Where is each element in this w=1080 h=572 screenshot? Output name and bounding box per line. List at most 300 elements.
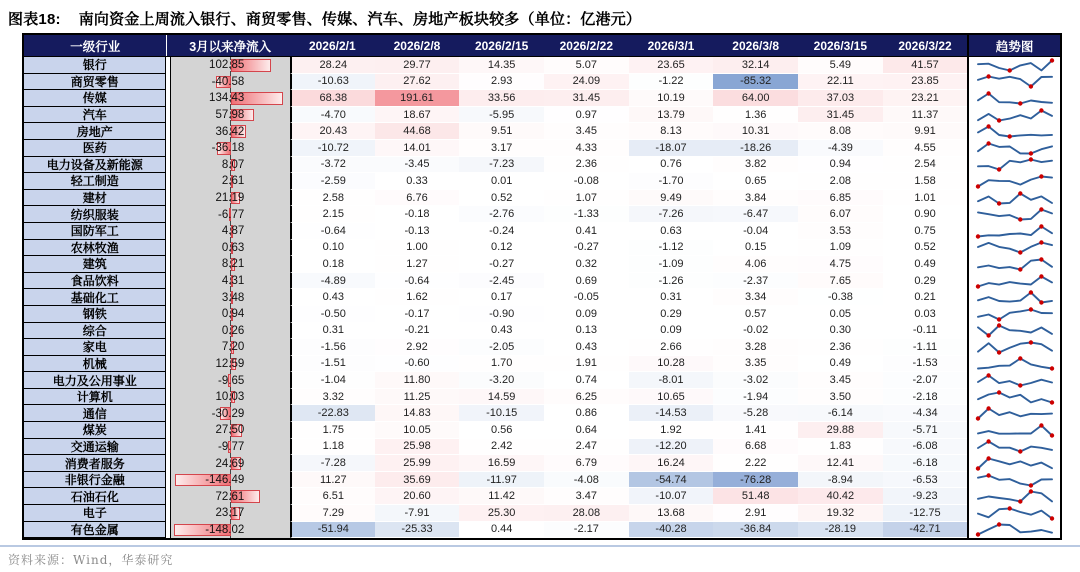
trend-sparkline <box>973 58 1057 73</box>
spark-max-dot <box>986 456 990 460</box>
table-header-row <box>24 35 1060 57</box>
weekly-flow-cell: -0.05 <box>544 289 629 306</box>
weekly-flow-cell: 0.41 <box>544 223 629 240</box>
netflow-value <box>171 289 290 306</box>
weekly-flow-cell: 6.25 <box>544 389 629 406</box>
header-week: 2026/3/1 <box>647 38 695 53</box>
netflow-int: 10. <box>215 391 232 404</box>
weekly-flow-cell: 23.21 <box>883 90 968 107</box>
weekly-flow-cell: 0.97 <box>544 107 629 124</box>
netflow-value <box>171 107 290 124</box>
netflow-bar-cell <box>170 123 290 140</box>
spark-max-dot <box>986 407 990 411</box>
weekly-flow-cell: 1.62 <box>375 289 460 306</box>
weekly-flow-cell: -1.12 <box>629 240 714 257</box>
netflow-frac: 07 <box>231 158 245 171</box>
weekly-flow-cell: 28.24 <box>290 57 375 74</box>
trend-sparkline <box>973 406 1057 421</box>
weekly-flow-cell: 0.33 <box>375 173 460 190</box>
table-row <box>24 306 1060 323</box>
trend-sparkline <box>973 373 1057 388</box>
spark-max-dot <box>1039 423 1043 427</box>
weekly-flow-cell: 2.93 <box>459 74 544 91</box>
trend-cell <box>967 140 1060 157</box>
spark-max-dot <box>1018 191 1022 195</box>
trend-sparkline <box>973 307 1057 322</box>
netflow-bar-cell <box>170 256 290 273</box>
industry-cell: 农林牧渔 <box>24 240 166 257</box>
netflow-value <box>171 57 290 74</box>
weekly-flow-cell: 2.58 <box>290 190 375 207</box>
weekly-flow-cell: 11.80 <box>375 372 460 389</box>
trend-cell <box>967 306 1060 323</box>
weekly-flow-cell: 0.86 <box>544 405 629 422</box>
weekly-flow-cell: -22.83 <box>290 405 375 422</box>
netflow-frac: 48 <box>231 291 245 304</box>
weekly-flow-cell: 1.00 <box>375 240 460 257</box>
weekly-flow-cell: 11.27 <box>290 472 375 489</box>
spark-max-dot <box>986 373 990 377</box>
weekly-flow-cell: 22.11 <box>798 74 883 91</box>
spark-max-dot <box>1028 158 1032 162</box>
industry-cell: 医药 <box>24 140 166 157</box>
netflow-bar-cell <box>170 57 290 74</box>
netflow-frac: 19 <box>231 192 245 205</box>
industry-cell: 机械 <box>24 356 166 373</box>
netflow-value <box>171 422 290 439</box>
spark-max-dot <box>1028 490 1032 494</box>
netflow-int: 7. <box>221 341 232 354</box>
weekly-flow-cell: -51.94 <box>290 522 375 539</box>
weekly-flow-cell: 1.41 <box>713 422 798 439</box>
weekly-flow-cell: 0.63 <box>629 223 714 240</box>
weekly-flow-cell: 4.55 <box>883 140 968 157</box>
weekly-flow-cell: -1.22 <box>629 74 714 91</box>
netflow-frac: 20 <box>231 341 245 354</box>
netflow-bar-cell <box>170 289 290 306</box>
weekly-flow-cell: -10.15 <box>459 405 544 422</box>
spark-min-dot <box>986 334 990 338</box>
table-row <box>24 356 1060 373</box>
netflow-int: 21. <box>215 192 232 205</box>
weekly-flow-cell: 0.29 <box>629 306 714 323</box>
weekly-flow-cell: 18.67 <box>375 107 460 124</box>
industry-cell: 交通运输 <box>24 439 166 456</box>
weekly-flow-cell: -5.71 <box>883 422 968 439</box>
netflow-frac: 26 <box>231 324 245 337</box>
weekly-flow-cell: -6.14 <box>798 405 883 422</box>
weekly-flow-cell: 1.09 <box>798 240 883 257</box>
header-week: 2026/3/22 <box>898 38 952 53</box>
weekly-flow-cell: 4.75 <box>798 256 883 273</box>
netflow-frac: 59 <box>231 357 245 370</box>
weekly-flow-cell: -6.53 <box>883 472 968 489</box>
table-row <box>24 472 1060 489</box>
trend-sparkline <box>973 108 1057 123</box>
industry-cell: 电力设备及新能源 <box>24 157 166 174</box>
spark-max-dot <box>1018 357 1022 361</box>
trend-cell <box>967 289 1060 306</box>
trend-cell <box>967 439 1060 456</box>
trend-sparkline <box>973 456 1057 471</box>
industry-cell: 房地产 <box>24 123 166 140</box>
weekly-flow-cell: -2.07 <box>883 372 968 389</box>
weekly-flow-cell: 2.66 <box>629 339 714 356</box>
weekly-flow-cell: 1.27 <box>375 256 460 273</box>
netflow-bar-cell <box>170 339 290 356</box>
industry-cell: 基础化工 <box>24 289 166 306</box>
weekly-flow-cell: 0.76 <box>629 157 714 174</box>
weekly-flow-cell: 7.65 <box>798 273 883 290</box>
weekly-flow-cell: -28.19 <box>798 522 883 539</box>
trend-cell <box>967 74 1060 91</box>
spark-max-dot <box>1028 290 1032 294</box>
weekly-flow-cell: 0.52 <box>883 240 968 257</box>
weekly-flow-cell: 0.29 <box>883 273 968 290</box>
weekly-flow-cell: 9.49 <box>629 190 714 207</box>
weekly-flow-cell: 1.75 <box>290 422 375 439</box>
weekly-flow-cell: 0.31 <box>290 323 375 340</box>
weekly-flow-cell: 2.36 <box>798 339 883 356</box>
weekly-flow-cell: -2.37 <box>713 273 798 290</box>
netflow-bar-cell <box>170 223 290 240</box>
industry-cell: 汽车 <box>24 107 166 124</box>
weekly-flow-cell: 0.43 <box>290 289 375 306</box>
weekly-flow-cell: 27.62 <box>375 74 460 91</box>
netflow-value <box>171 240 290 257</box>
netflow-frac: 77 <box>231 440 245 453</box>
industry-cell: 消费者服务 <box>24 455 166 472</box>
spark-max-dot <box>997 390 1001 394</box>
weekly-flow-cell: -0.27 <box>544 240 629 257</box>
table-row <box>24 157 1060 174</box>
header-netflow-since-march: 3月以来净流入 <box>189 39 272 54</box>
industry-cell: 计算机 <box>24 389 166 406</box>
spark-min-dot <box>975 417 979 421</box>
weekly-flow-cell: 1.92 <box>629 422 714 439</box>
trend-cell <box>967 157 1060 174</box>
netflow-frac: 43 <box>231 92 245 105</box>
weekly-flow-cell: 1.18 <box>290 439 375 456</box>
weekly-flow-cell: -42.71 <box>883 522 968 539</box>
industry-cell: 电力及公用事业 <box>24 372 166 389</box>
weekly-flow-cell: 6.68 <box>713 439 798 456</box>
weekly-flow-cell: 1.01 <box>883 190 968 207</box>
netflow-value <box>171 223 290 240</box>
figure-title <box>8 8 1072 29</box>
weekly-flow-cell: 4.06 <box>713 256 798 273</box>
weekly-flow-cell: -18.26 <box>713 140 798 157</box>
netflow-frac: 49 <box>231 474 245 487</box>
trend-cell <box>967 472 1060 489</box>
netflow-value <box>171 206 290 223</box>
spark-min-dot <box>997 118 1001 122</box>
weekly-flow-cell: -1.33 <box>544 206 629 223</box>
weekly-flow-cell: 1.91 <box>544 356 629 373</box>
spark-min-dot <box>997 201 1001 205</box>
weekly-flow-cell: -0.02 <box>713 323 798 340</box>
netflow-frac: 77 <box>231 208 245 221</box>
weekly-flow-cell: -3.20 <box>459 372 544 389</box>
trend-sparkline <box>973 473 1057 488</box>
weekly-flow-cell: -6.47 <box>713 206 798 223</box>
weekly-flow-cell: 29.77 <box>375 57 460 74</box>
weekly-flow-cell: 5.07 <box>544 57 629 74</box>
weekly-flow-cell: 0.56 <box>459 422 544 439</box>
spark-max-dot <box>1039 274 1043 278</box>
spark-max-dot <box>1028 340 1032 344</box>
weekly-flow-cell: 13.68 <box>629 505 714 522</box>
weekly-flow-cell: -0.50 <box>290 306 375 323</box>
weekly-flow-cell: 14.59 <box>459 389 544 406</box>
spark-min-dot <box>1039 300 1043 304</box>
weekly-flow-cell: 37.03 <box>798 90 883 107</box>
weekly-flow-cell: 31.45 <box>544 90 629 107</box>
weekly-flow-cell: 191.61 <box>375 90 460 107</box>
weekly-flow-cell: -0.38 <box>798 289 883 306</box>
weekly-flow-cell: -5.95 <box>459 107 544 124</box>
industry-cell: 纺织服装 <box>24 206 166 223</box>
weekly-flow-cell: 0.03 <box>883 306 968 323</box>
weekly-flow-cell: 2.22 <box>713 455 798 472</box>
weekly-flow-cell: 0.52 <box>459 190 544 207</box>
weekly-flow-cell: 6.51 <box>290 488 375 505</box>
weekly-flow-cell: 0.05 <box>798 306 883 323</box>
spark-min-dot <box>975 284 979 288</box>
weekly-flow-cell: 0.17 <box>459 289 544 306</box>
header-industry: 一级行业 <box>70 39 121 54</box>
netflow-int: -40. <box>211 75 232 88</box>
netflow-value <box>171 173 290 190</box>
trend-cell <box>967 256 1060 273</box>
spark-max-dot <box>986 473 990 477</box>
weekly-flow-cell: 12.41 <box>798 455 883 472</box>
weekly-flow-cell: 14.83 <box>375 405 460 422</box>
spark-min-dot <box>975 234 979 238</box>
spark-max-dot <box>1039 224 1043 228</box>
spark-max-dot <box>1039 108 1043 112</box>
netflow-bar-cell <box>170 422 290 439</box>
weekly-flow-cell: 64.00 <box>713 90 798 107</box>
weekly-flow-cell: 23.65 <box>629 57 714 74</box>
trend-sparkline <box>973 141 1057 156</box>
weekly-flow-cell: 44.68 <box>375 123 460 140</box>
spark-max-dot <box>997 523 1001 527</box>
weekly-flow-cell: -0.64 <box>375 273 460 290</box>
weekly-flow-cell: 3.47 <box>544 488 629 505</box>
weekly-flow-cell: -3.02 <box>713 372 798 389</box>
trend-cell <box>967 273 1060 290</box>
table-row <box>24 223 1060 240</box>
spark-min-dot <box>1028 151 1032 155</box>
weekly-flow-cell: -1.04 <box>290 372 375 389</box>
trend-sparkline <box>973 124 1057 139</box>
weekly-flow-cell: -4.89 <box>290 273 375 290</box>
weekly-flow-cell: 2.91 <box>713 505 798 522</box>
weekly-flow-cell: 10.05 <box>375 422 460 439</box>
table-body <box>24 57 1060 538</box>
table-row <box>24 256 1060 273</box>
netflow-value <box>171 439 290 456</box>
netflow-value <box>171 256 290 273</box>
spark-max-dot <box>1049 58 1053 62</box>
weekly-flow-cell: -36.84 <box>713 522 798 539</box>
weekly-flow-cell: -0.24 <box>459 223 544 240</box>
figure-number: 图表18: <box>8 11 61 28</box>
weekly-flow-cell: -4.34 <box>883 405 968 422</box>
netflow-int: 72. <box>215 490 232 503</box>
weekly-flow-cell: 20.43 <box>290 123 375 140</box>
netflow-value <box>171 455 290 472</box>
trend-cell <box>967 455 1060 472</box>
industry-cell: 建筑 <box>24 256 166 273</box>
weekly-flow-cell: 9.91 <box>883 123 968 140</box>
weekly-flow-cell: 0.09 <box>544 306 629 323</box>
trend-sparkline <box>973 290 1057 305</box>
netflow-int: 0. <box>221 308 232 321</box>
weekly-flow-cell: -2.76 <box>459 206 544 223</box>
trend-cell <box>967 57 1060 74</box>
industry-cell: 国防军工 <box>24 223 166 240</box>
industry-cell: 银行 <box>24 57 166 74</box>
weekly-flow-cell: 14.35 <box>459 57 544 74</box>
weekly-flow-cell: -1.26 <box>629 273 714 290</box>
netflow-int: 27. <box>215 424 232 437</box>
weekly-flow-cell: 28.08 <box>544 505 629 522</box>
spark-max-dot <box>997 324 1001 328</box>
weekly-flow-cell: 1.58 <box>883 173 968 190</box>
netflow-frac: 50 <box>231 424 245 437</box>
netflow-int: 12. <box>215 357 232 370</box>
weekly-flow-cell: -2.17 <box>544 522 629 539</box>
netflow-frac: 85 <box>231 59 245 72</box>
table-row <box>24 372 1060 389</box>
trend-cell <box>967 389 1060 406</box>
netflow-int: 4. <box>221 225 232 238</box>
table-row <box>24 173 1060 190</box>
industry-cell: 石油石化 <box>24 488 166 505</box>
spark-max-dot <box>986 141 990 145</box>
industry-cell: 商贸零售 <box>24 74 166 91</box>
netflow-int: 36. <box>215 125 232 138</box>
weekly-flow-cell: 24.09 <box>544 74 629 91</box>
weekly-flow-cell: -40.28 <box>629 522 714 539</box>
netflow-int: 24. <box>215 457 232 470</box>
netflow-int: 0. <box>221 324 232 337</box>
trend-sparkline <box>973 423 1057 438</box>
weekly-flow-cell: -10.07 <box>629 488 714 505</box>
weekly-flow-cell: 16.59 <box>459 455 544 472</box>
spark-min-dot <box>997 317 1001 321</box>
weekly-flow-cell: 8.13 <box>629 123 714 140</box>
header-week: 2026/3/8 <box>732 38 780 53</box>
weekly-flow-cell: 6.85 <box>798 190 883 207</box>
weekly-flow-cell: 0.44 <box>459 522 544 539</box>
spark-min-dot <box>1018 450 1022 454</box>
industry-cell: 建材 <box>24 190 166 207</box>
weekly-flow-cell: -0.64 <box>290 223 375 240</box>
weekly-flow-cell: 1.83 <box>798 439 883 456</box>
netflow-bar-cell <box>170 323 290 340</box>
industry-cell: 轻工制造 <box>24 173 166 190</box>
weekly-flow-cell: 0.94 <box>798 157 883 174</box>
spark-max-dot <box>986 124 990 128</box>
netflow-frac: 98 <box>231 109 245 122</box>
table-row <box>24 57 1060 74</box>
trend-cell <box>967 173 1060 190</box>
weekly-flow-cell: 2.08 <box>798 173 883 190</box>
weekly-flow-cell: 7.29 <box>290 505 375 522</box>
trend-sparkline <box>973 323 1057 338</box>
netflow-frac: 03 <box>231 391 245 404</box>
weekly-flow-cell: 3.34 <box>713 289 798 306</box>
weekly-flow-cell: 2.92 <box>375 339 460 356</box>
weekly-flow-cell: 2.54 <box>883 157 968 174</box>
weekly-flow-cell: 3.45 <box>544 123 629 140</box>
trend-sparkline <box>973 356 1057 371</box>
netflow-int: 8. <box>221 258 232 271</box>
netflow-int: -146. <box>205 474 232 487</box>
spark-min-dot <box>1018 500 1022 504</box>
spark-min-dot <box>1049 367 1053 371</box>
trend-cell <box>967 488 1060 505</box>
netflow-frac: 69 <box>231 457 245 470</box>
weekly-flow-cell: 4.33 <box>544 140 629 157</box>
trend-sparkline <box>973 174 1057 189</box>
header-trend: 趋势图 <box>967 35 1060 56</box>
netflow-int: -30. <box>211 407 232 420</box>
figure-title-text: 南向资金上周流入银行、商贸零售、传媒、汽车、房地产板块较多（单位：亿港元） <box>78 11 642 28</box>
weekly-flow-cell: -12.75 <box>883 505 968 522</box>
spark-min-dot <box>1049 516 1053 520</box>
weekly-flow-cell: -2.18 <box>883 389 968 406</box>
netflow-value <box>171 140 290 157</box>
weekly-flow-cell: 3.84 <box>713 190 798 207</box>
spark-min-dot <box>1018 251 1022 255</box>
trend-cell <box>967 505 1060 522</box>
source-note: 资料来源：Wind，华泰研究 <box>8 553 174 567</box>
weekly-flow-cell: -76.28 <box>713 472 798 489</box>
netflow-int: -36. <box>211 142 232 155</box>
trend-sparkline <box>973 224 1057 239</box>
weekly-flow-cell: 3.82 <box>713 157 798 174</box>
industry-cell: 煤炭 <box>24 422 166 439</box>
netflow-value <box>171 356 290 373</box>
spark-max-dot <box>1039 207 1043 211</box>
netflow-bar-cell <box>170 157 290 174</box>
weekly-flow-cell: 3.50 <box>798 389 883 406</box>
spark-min-dot <box>1007 134 1011 138</box>
netflow-int: 0. <box>221 241 232 254</box>
weekly-flow-cell: 0.74 <box>544 372 629 389</box>
spark-max-dot <box>1039 174 1043 178</box>
netflow-bar-cell <box>170 472 290 489</box>
netflow-bar-cell <box>170 389 290 406</box>
spark-min-dot <box>975 184 979 188</box>
netflow-frac: 02 <box>231 523 245 536</box>
weekly-flow-cell: -1.53 <box>883 356 968 373</box>
spark-min-dot <box>1007 68 1011 72</box>
spark-min-dot <box>1018 217 1022 221</box>
netflow-frac: 29 <box>231 407 245 420</box>
spark-max-dot <box>986 91 990 95</box>
netflow-bar-cell <box>170 522 290 539</box>
spark-min-dot <box>975 533 979 537</box>
weekly-flow-cell: 1.70 <box>459 356 544 373</box>
trend-sparkline <box>973 489 1057 504</box>
trend-sparkline <box>973 257 1057 272</box>
netflow-int: -6. <box>218 208 232 221</box>
